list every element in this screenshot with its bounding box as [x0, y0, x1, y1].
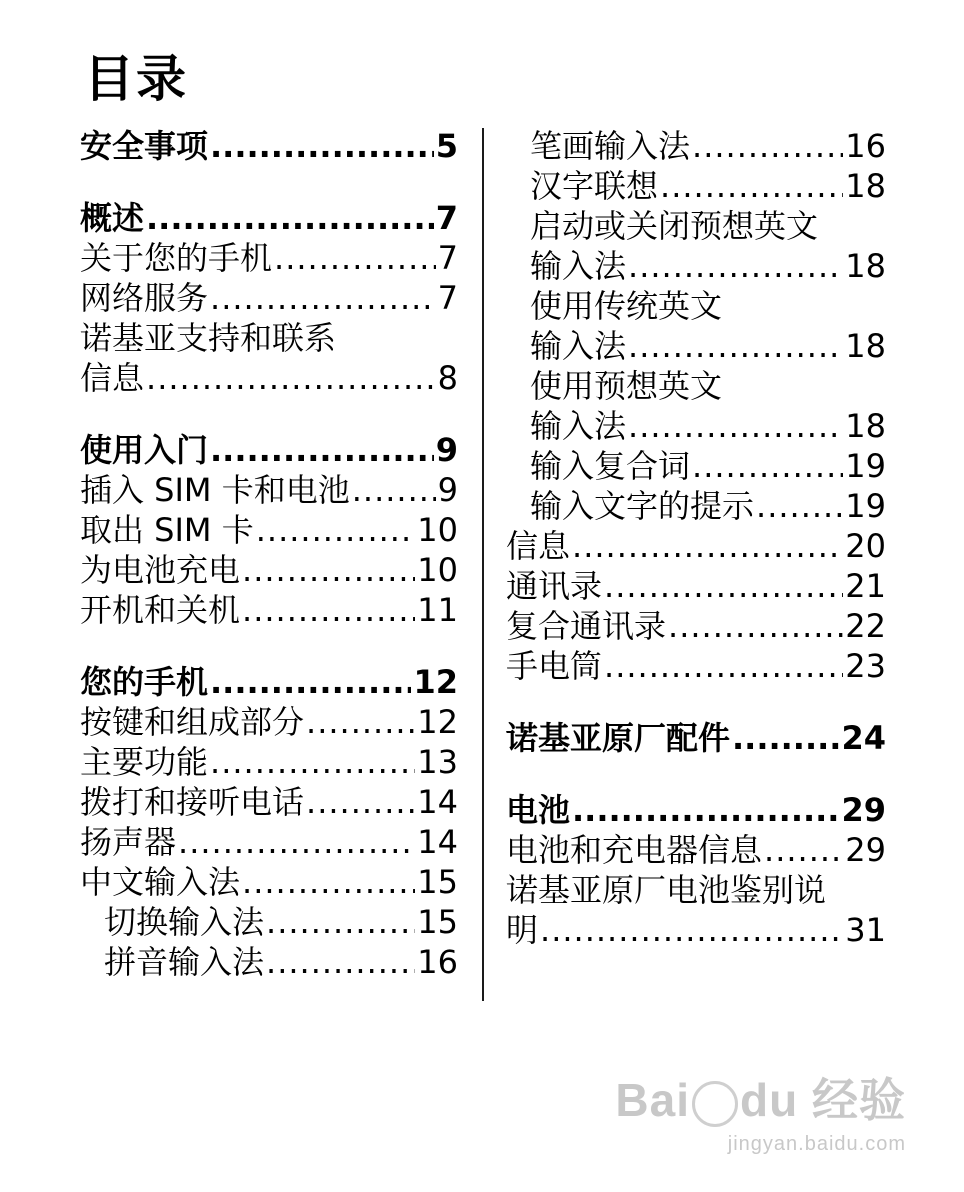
toc-right-column: [506, 126, 886, 950]
toc-entry-title: 按键和组成部分: [80, 703, 305, 741]
toc-entry-title: 通讯录: [506, 567, 603, 605]
toc-entry[interactable]: [80, 742, 458, 782]
toc-entry[interactable]: [506, 326, 886, 366]
toc-page-number: 10: [417, 511, 458, 549]
toc-page-number: 22: [845, 607, 886, 645]
section-gap: [506, 686, 886, 718]
dot-leader: [352, 470, 436, 510]
toc-entry[interactable]: [506, 286, 886, 326]
toc-page-number: 31: [845, 911, 886, 949]
toc-page-number: 11: [417, 591, 458, 629]
dot-leader: [628, 406, 843, 446]
toc-entry-title: 诺基亚原厂配件: [506, 719, 731, 757]
dot-leader: [668, 606, 843, 646]
toc-entry-title: 复合通讯录: [506, 607, 667, 645]
dot-leader: [210, 430, 434, 470]
toc-entry-title: 使用预想英文: [530, 367, 723, 405]
dot-leader: [604, 646, 843, 686]
toc-entry[interactable]: [506, 366, 886, 406]
watermark-logo-text-3: 经验: [812, 1074, 906, 1127]
toc-entry-title: 使用传统英文: [530, 287, 723, 325]
toc-page-number: 23: [845, 647, 886, 685]
toc-page-number: 29: [845, 831, 886, 869]
toc-entry[interactable]: [506, 870, 886, 910]
toc-section-entry[interactable]: [80, 430, 458, 470]
toc-page-number: 20: [845, 527, 886, 565]
toc-entry-title: 信息: [80, 359, 145, 397]
toc-entry-title: 安全事项: [80, 127, 209, 165]
toc-entry-title: 插入 SIM 卡和电池: [80, 471, 350, 509]
dot-leader: [756, 486, 843, 526]
toc-page-number: 21: [845, 567, 886, 605]
toc-entry[interactable]: [80, 862, 458, 902]
toc-entry-title: 输入法: [530, 327, 627, 365]
toc-page-number: 13: [417, 743, 458, 781]
toc-entry-title: 启动或关闭预想英文: [530, 207, 819, 245]
toc-entry-title: 切换输入法: [104, 903, 265, 941]
toc-page-number: 8: [437, 359, 458, 397]
toc-page-number: 5: [435, 127, 458, 165]
dot-leader: [692, 446, 843, 486]
toc-entry-title: 诺基亚支持和联系: [80, 319, 337, 357]
toc-entry[interactable]: [506, 126, 886, 166]
toc-entry-title: 开机和关机: [80, 591, 241, 629]
toc-section-entry[interactable]: [506, 790, 886, 830]
toc-page-number: 12: [413, 663, 458, 701]
toc-entry-title: 拼音输入法: [104, 943, 265, 981]
toc-entry-title: 诺基亚原厂电池鉴别说: [506, 871, 827, 909]
toc-page-number: 9: [435, 431, 458, 469]
toc-page-number: 18: [845, 167, 886, 205]
dot-leader: [256, 510, 416, 550]
toc-page-number: 18: [845, 327, 886, 365]
dot-leader: [732, 718, 839, 758]
toc-entry-title: 网络服务: [80, 279, 209, 317]
toc-entry-title: 为电池充电: [80, 551, 241, 589]
toc-page-number: 18: [845, 407, 886, 445]
toc-entry-title: 输入文字的提示: [530, 487, 755, 525]
toc-entry[interactable]: [80, 318, 458, 358]
toc-page-number: 16: [845, 127, 886, 165]
toc-page-number: 15: [417, 903, 458, 941]
toc-entry[interactable]: [506, 566, 886, 606]
toc-page-number: 7: [437, 279, 458, 317]
dot-leader: [306, 702, 415, 742]
toc-section-entry[interactable]: [80, 662, 458, 702]
watermark-url: jingyan.baidu.com: [727, 1133, 906, 1155]
toc-left-column: [80, 126, 458, 982]
toc-entry-title: 信息: [506, 527, 571, 565]
dot-leader: [692, 126, 843, 166]
toc-entry[interactable]: [506, 526, 886, 566]
toc-entry-title: 电池和充电器信息: [506, 831, 763, 869]
toc-entry-title: 输入法: [530, 247, 627, 285]
toc-page-number: 7: [435, 199, 458, 237]
toc-page-number: 15: [417, 863, 458, 901]
watermark-logo-text-2: du: [740, 1074, 799, 1127]
toc-entry[interactable]: [506, 830, 886, 870]
toc-entry-title: 中文输入法: [80, 863, 241, 901]
dot-leader: [306, 782, 415, 822]
toc-entry[interactable]: [80, 550, 458, 590]
toc-entry-title: 使用入门: [80, 431, 209, 469]
toc-section-entry[interactable]: [506, 718, 886, 758]
toc-page-number: 18: [845, 247, 886, 285]
toc-entry-title: 明: [506, 911, 539, 949]
watermark-logo-text: Bai: [615, 1074, 691, 1127]
toc-entry[interactable]: [80, 902, 458, 942]
dot-leader: [242, 590, 415, 630]
toc-entry-title: 输入法: [530, 407, 627, 445]
toc-entry[interactable]: [80, 782, 458, 822]
dot-leader: [178, 822, 415, 862]
toc-page-number: 14: [417, 823, 458, 861]
dot-leader: [242, 550, 415, 590]
toc-entry[interactable]: [80, 278, 458, 318]
toc-entry[interactable]: [506, 606, 886, 646]
toc-entry-title: 扬声器: [80, 823, 177, 861]
toc-entry-title: 汉字联想: [530, 167, 659, 205]
toc-page-number: 12: [417, 703, 458, 741]
dot-leader: [660, 166, 843, 206]
toc-title: 目录: [84, 50, 188, 108]
toc-page-number: 14: [417, 783, 458, 821]
dot-leader: [266, 942, 415, 982]
toc-page-number: 19: [845, 447, 886, 485]
dot-leader: [572, 526, 843, 566]
toc-entry[interactable]: [506, 446, 886, 486]
dot-leader: [572, 790, 839, 830]
toc-entry[interactable]: [506, 910, 886, 950]
toc-entry-title: 关于您的手机: [80, 239, 273, 277]
dot-leader: [146, 198, 434, 238]
toc-entry-title: 主要功能: [80, 743, 209, 781]
toc-entry-title: 取出 SIM 卡: [80, 511, 254, 549]
dot-leader: [146, 358, 436, 398]
section-gap: [80, 166, 458, 198]
toc-entry-title: 概述: [80, 199, 145, 237]
section-gap: [80, 630, 458, 662]
toc-page-number: 10: [417, 551, 458, 589]
toc-entry[interactable]: [506, 166, 886, 206]
toc-entry[interactable]: [506, 406, 886, 446]
toc-entry-title: 拨打和接听电话: [80, 783, 305, 821]
dot-leader: [210, 742, 415, 782]
toc-entry-title: 输入复合词: [530, 447, 691, 485]
section-gap: [506, 758, 886, 790]
dot-leader: [266, 902, 415, 942]
dot-leader: [210, 126, 434, 166]
dot-leader: [210, 278, 436, 318]
toc-entry[interactable]: [80, 510, 458, 550]
toc-page-number: 9: [437, 471, 458, 509]
toc-entry[interactable]: [506, 206, 886, 246]
toc-entry[interactable]: [80, 702, 458, 742]
toc-section-entry[interactable]: [80, 198, 458, 238]
dot-leader: [604, 566, 843, 606]
section-gap: [80, 398, 458, 430]
toc-entry[interactable]: [80, 590, 458, 630]
toc-entry-title: 您的手机: [80, 663, 209, 701]
dot-leader: [764, 830, 843, 870]
dot-leader: [540, 910, 843, 950]
toc-entry[interactable]: [80, 238, 458, 278]
column-divider: [482, 128, 484, 1001]
toc-entry[interactable]: [506, 246, 886, 286]
toc-entry-title: 电池: [506, 791, 571, 829]
toc-entry-title: 手电筒: [506, 647, 603, 685]
toc-entry[interactable]: [506, 646, 886, 686]
dot-leader: [242, 862, 415, 902]
toc-page-number: 16: [417, 943, 458, 981]
dot-leader: [274, 238, 436, 278]
baidu-jingyan-watermark: [615, 1074, 906, 1156]
toc-entry[interactable]: [80, 942, 458, 982]
toc-page-number: 19: [845, 487, 886, 525]
dot-leader: [210, 662, 411, 702]
toc-entry[interactable]: [506, 486, 886, 526]
toc-entry[interactable]: [80, 822, 458, 862]
toc-page-number: 24: [841, 719, 886, 757]
toc-page-number: 7: [437, 239, 458, 277]
paw-icon: [692, 1081, 738, 1127]
toc-entry-title: 笔画输入法: [530, 127, 691, 165]
toc-entry[interactable]: [80, 358, 458, 398]
dot-leader: [628, 246, 843, 286]
toc-entry[interactable]: [80, 470, 458, 510]
toc-section-entry[interactable]: [80, 126, 458, 166]
dot-leader: [628, 326, 843, 366]
toc-page-number: 29: [841, 791, 886, 829]
